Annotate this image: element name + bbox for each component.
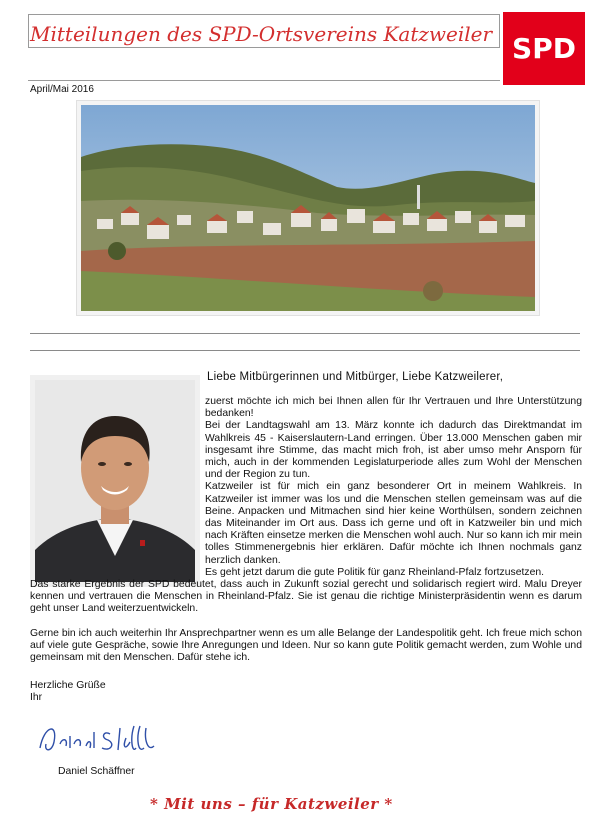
letter-paragraph: Bei der Landtagswahl am 13. März konnte ich dadurch das Direktmandat im Wahlkreis 45 - Kaiserslautern-Land erringen. Über 13.000 Menschen gaben mir insgesamt ihre Stimme, das macht mich froh, ist aber umso mehr Ansporn für mich, auch in der kommenden Legislaturperiode alles zum Wohl der Menschen und der Region zu tun. bbox=[205, 420, 582, 481]
letter-paragraph: Das starke Ergebnis der SPD bedeutet, dass auch in Zukunft sozial gerecht und solidarisch regiert wird. Malu Dreyer kennen und vertrauen die Menschen in Rheinland-Pfalz. Sie ist genau die richtige Ministerpräsidentin wenn es darum geht unser Land weiterzuentwickeln. bbox=[30, 579, 582, 615]
letter-paragraph: Katzweiler ist für mich ein ganz besonderer Ort in meinem Wahlkreis. In Katzweiler ist immer was los und die Menschen stellen gemeinsam was auf die Beine. Anpacken und Mitmachen sind hier keine Worthülsen, sondern zeichnen das Miteinander im Ort aus. Dass ich gerne und oft in Katzweiler bin und mich nach Kräften einsetze merken die Menschen wohl auch. Nur so kann ich mir mein tolles Stimmenergebnis hier erklären. Dafür möchte ich Ihnen nochmals ganz herzlich danken. bbox=[205, 481, 582, 566]
section-divider-top bbox=[30, 333, 580, 334]
letter-paragraph: Gerne bin ich auch weiterhin Ihr Ansprechpartner wenn es um alle Belange der Landespolitik geht. Ich freue mich schon auf viele gute Gespräche, sowie Ihre Anregungen und Ideen. Nur so kann gute Politik gemacht werden, zum Wohle und gemeinsam mit den Menschen. Dafür stehe ich. bbox=[30, 627, 582, 664]
letter-paragraph: Es geht jetzt darum die gute Politik für ganz Rheinland-Pfalz fortzusetzen. bbox=[205, 566, 545, 578]
letter-paragraph: zuerst möchte ich mich bei Ihnen allen für Ihr Vertrauen und Ihre Unterstützung bedanken! bbox=[205, 396, 582, 420]
closing-greeting: Herzliche Grüße bbox=[30, 680, 106, 691]
letter-full-text bbox=[30, 579, 582, 664]
handwritten-signature bbox=[36, 718, 166, 758]
village-photo bbox=[76, 100, 540, 316]
closing-ihr: Ihr bbox=[30, 692, 43, 704]
header-divider bbox=[28, 80, 500, 81]
footer-motto: * Mit uns – für Katzweiler * bbox=[150, 795, 393, 813]
letter-greeting: Liebe Mitbürgerinnen und Mitbürger, Liebe Katzweilerer, bbox=[207, 371, 504, 383]
spd-logo bbox=[503, 12, 585, 85]
village-landscape-image bbox=[77, 101, 539, 315]
letter-closing bbox=[30, 680, 106, 704]
letter-column-text bbox=[205, 396, 582, 579]
issue-date: April/Mai 2016 bbox=[30, 84, 94, 95]
signer-name: Daniel Schäffner bbox=[58, 766, 135, 777]
page-title: Mitteilungen des SPD-Ortsvereins Katzweiler bbox=[30, 22, 493, 46]
portrait-photo bbox=[35, 380, 195, 582]
spd-logo-text: SPD bbox=[512, 32, 576, 65]
section-divider-bottom bbox=[30, 350, 580, 351]
